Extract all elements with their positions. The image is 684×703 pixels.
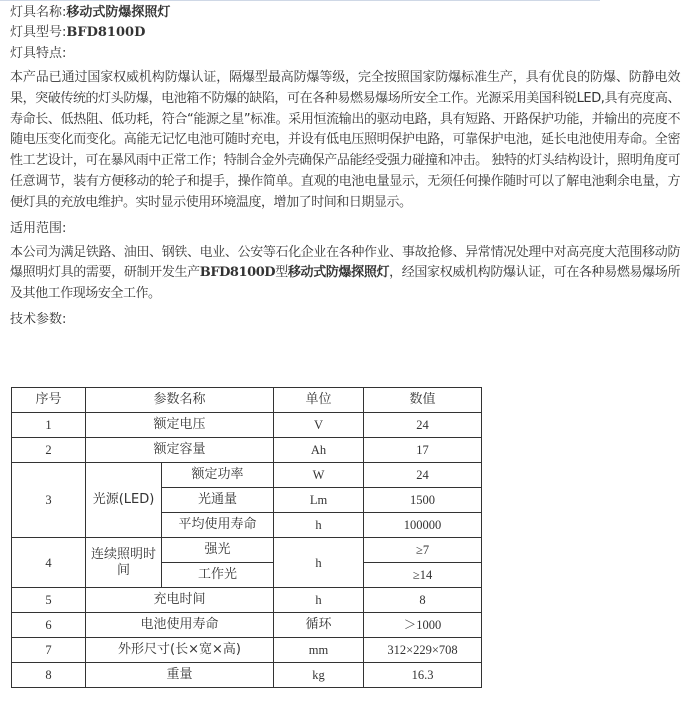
row-unit: Lm: [274, 488, 364, 513]
header-unit: 单位: [274, 388, 364, 413]
row-value: ≥14: [364, 563, 482, 588]
product-model-line: [10, 23, 680, 43]
row-no: 8: [12, 663, 86, 688]
row-value: 1500: [364, 488, 482, 513]
table-row: [12, 463, 482, 488]
features-label: 灯具特点:: [10, 46, 67, 61]
row-no: 3: [12, 463, 86, 538]
header-value: 数值: [364, 388, 482, 413]
table-row: [12, 588, 482, 613]
scope-text-post: ，经国家权威机构防爆认证，可在各种易燃易爆场所及其他工作现场安全工作。: [10, 265, 680, 302]
row-no: 7: [12, 638, 86, 663]
row-param: 强光: [162, 538, 274, 563]
row-no: 1: [12, 413, 86, 438]
product-name-label: 灯具名称:: [10, 5, 67, 20]
top-divider: [0, 0, 600, 1]
row-value: ≥7: [364, 538, 482, 563]
row-value: 100000: [364, 513, 482, 538]
product-model: BFD8100D: [66, 25, 146, 40]
row-param: 光通量: [162, 488, 274, 513]
row-unit: h: [274, 538, 364, 588]
row-value: 312×229×708: [364, 638, 482, 663]
scope-paragraph: [10, 243, 680, 305]
tech-params-table: [11, 387, 482, 688]
row-unit: W: [274, 463, 364, 488]
row-no: 4: [12, 538, 86, 588]
row-value: 24: [364, 413, 482, 438]
table-row: [12, 638, 482, 663]
row-no: 5: [12, 588, 86, 613]
row-no: 6: [12, 613, 86, 638]
table-row: [12, 663, 482, 688]
scope-model: BFD8100D: [199, 265, 276, 281]
scope-type-word: 型: [275, 265, 288, 281]
table-row: [12, 438, 482, 463]
row-param: 平均使用寿命: [162, 513, 274, 538]
row-unit: kg: [274, 663, 364, 688]
row-param: 额定容量: [86, 438, 274, 463]
product-name-line: [10, 3, 680, 23]
table-header-row: [12, 388, 482, 413]
row-param: 重量: [86, 663, 274, 688]
row-unit: V: [274, 413, 364, 438]
row-value: ＞1000: [364, 613, 482, 638]
row-unit: 循环: [274, 613, 364, 638]
table-row: [12, 613, 482, 638]
row-param: 电池使用寿命: [86, 613, 274, 638]
tech-params-label: 技术参数:: [10, 311, 67, 327]
product-document: [10, 3, 680, 331]
scope-text-pre: 本公司为满足铁路、油田、钢铁、电业、公安等石化企业在各种作业、事故抢修、异常情况处理中对高亮度大范围移动防爆照明灯具的需要，研制开发生产: [10, 244, 680, 281]
row-param: 额定电压: [86, 413, 274, 438]
row-param: 工作光: [162, 563, 274, 588]
table-row: [12, 413, 482, 438]
product-name: 移动式防爆探照灯: [66, 5, 171, 20]
row-param: 外形尺寸(长×宽×高): [86, 638, 274, 663]
row-value: 17: [364, 438, 482, 463]
features-paragraph: 本产品已通过国家权威机构防爆认证，隔爆型最高防爆等级，完全按照国家防爆标准生产，具有优良的防爆、防静电效果，突破传统的灯头防爆，电池箱不防爆的缺陷，可在各种易燃易爆场所安全工作。光源采用美国科锐LED,具有亮度高、寿命长、低热阻、低功耗，符合“能源之星”标准。采用恒流输出的驱动电路，具有短路、开路保护功能，并输出的亮度不随电压变化而变化。高能无记忆电池可随时充电，并设有低电压照明保护电路，可靠保护电池，延长电池使用寿命。全密性工艺设计，可在暴风雨中正常工作；特制合金外壳确保产品能经受强力碰撞和冲击。 独特的灯头结构设计，照明角度可任意调节，装有方便移动的轮子和提手，操作简单。直观的电池电量显示，无须任何操作随时可以了解电池剩余电量，方便灯具的充放电维护。实时显示使用环境温度，增加了时间和日期显示。: [10, 70, 680, 210]
row-value: 8: [364, 588, 482, 613]
row-value: 16.3: [364, 663, 482, 688]
row-param: 充电时间: [86, 588, 274, 613]
table-row: [12, 538, 482, 563]
row-no: 2: [12, 438, 86, 463]
row-value: 24: [364, 463, 482, 488]
header-no: 序号: [12, 388, 86, 413]
row-unit: h: [274, 513, 364, 538]
row-group: 光源(LED): [86, 463, 162, 538]
row-unit: Ah: [274, 438, 364, 463]
scope-product-name: 移动式防爆探照灯: [287, 265, 390, 281]
row-unit: mm: [274, 638, 364, 663]
product-model-label: 灯具型号:: [10, 25, 67, 40]
row-unit: h: [274, 588, 364, 613]
row-param: 额定功率: [162, 463, 274, 488]
header-param: 参数名称: [86, 388, 274, 413]
scope-label: 适用范围:: [10, 220, 67, 236]
row-group: 连续照明时间: [86, 538, 162, 588]
